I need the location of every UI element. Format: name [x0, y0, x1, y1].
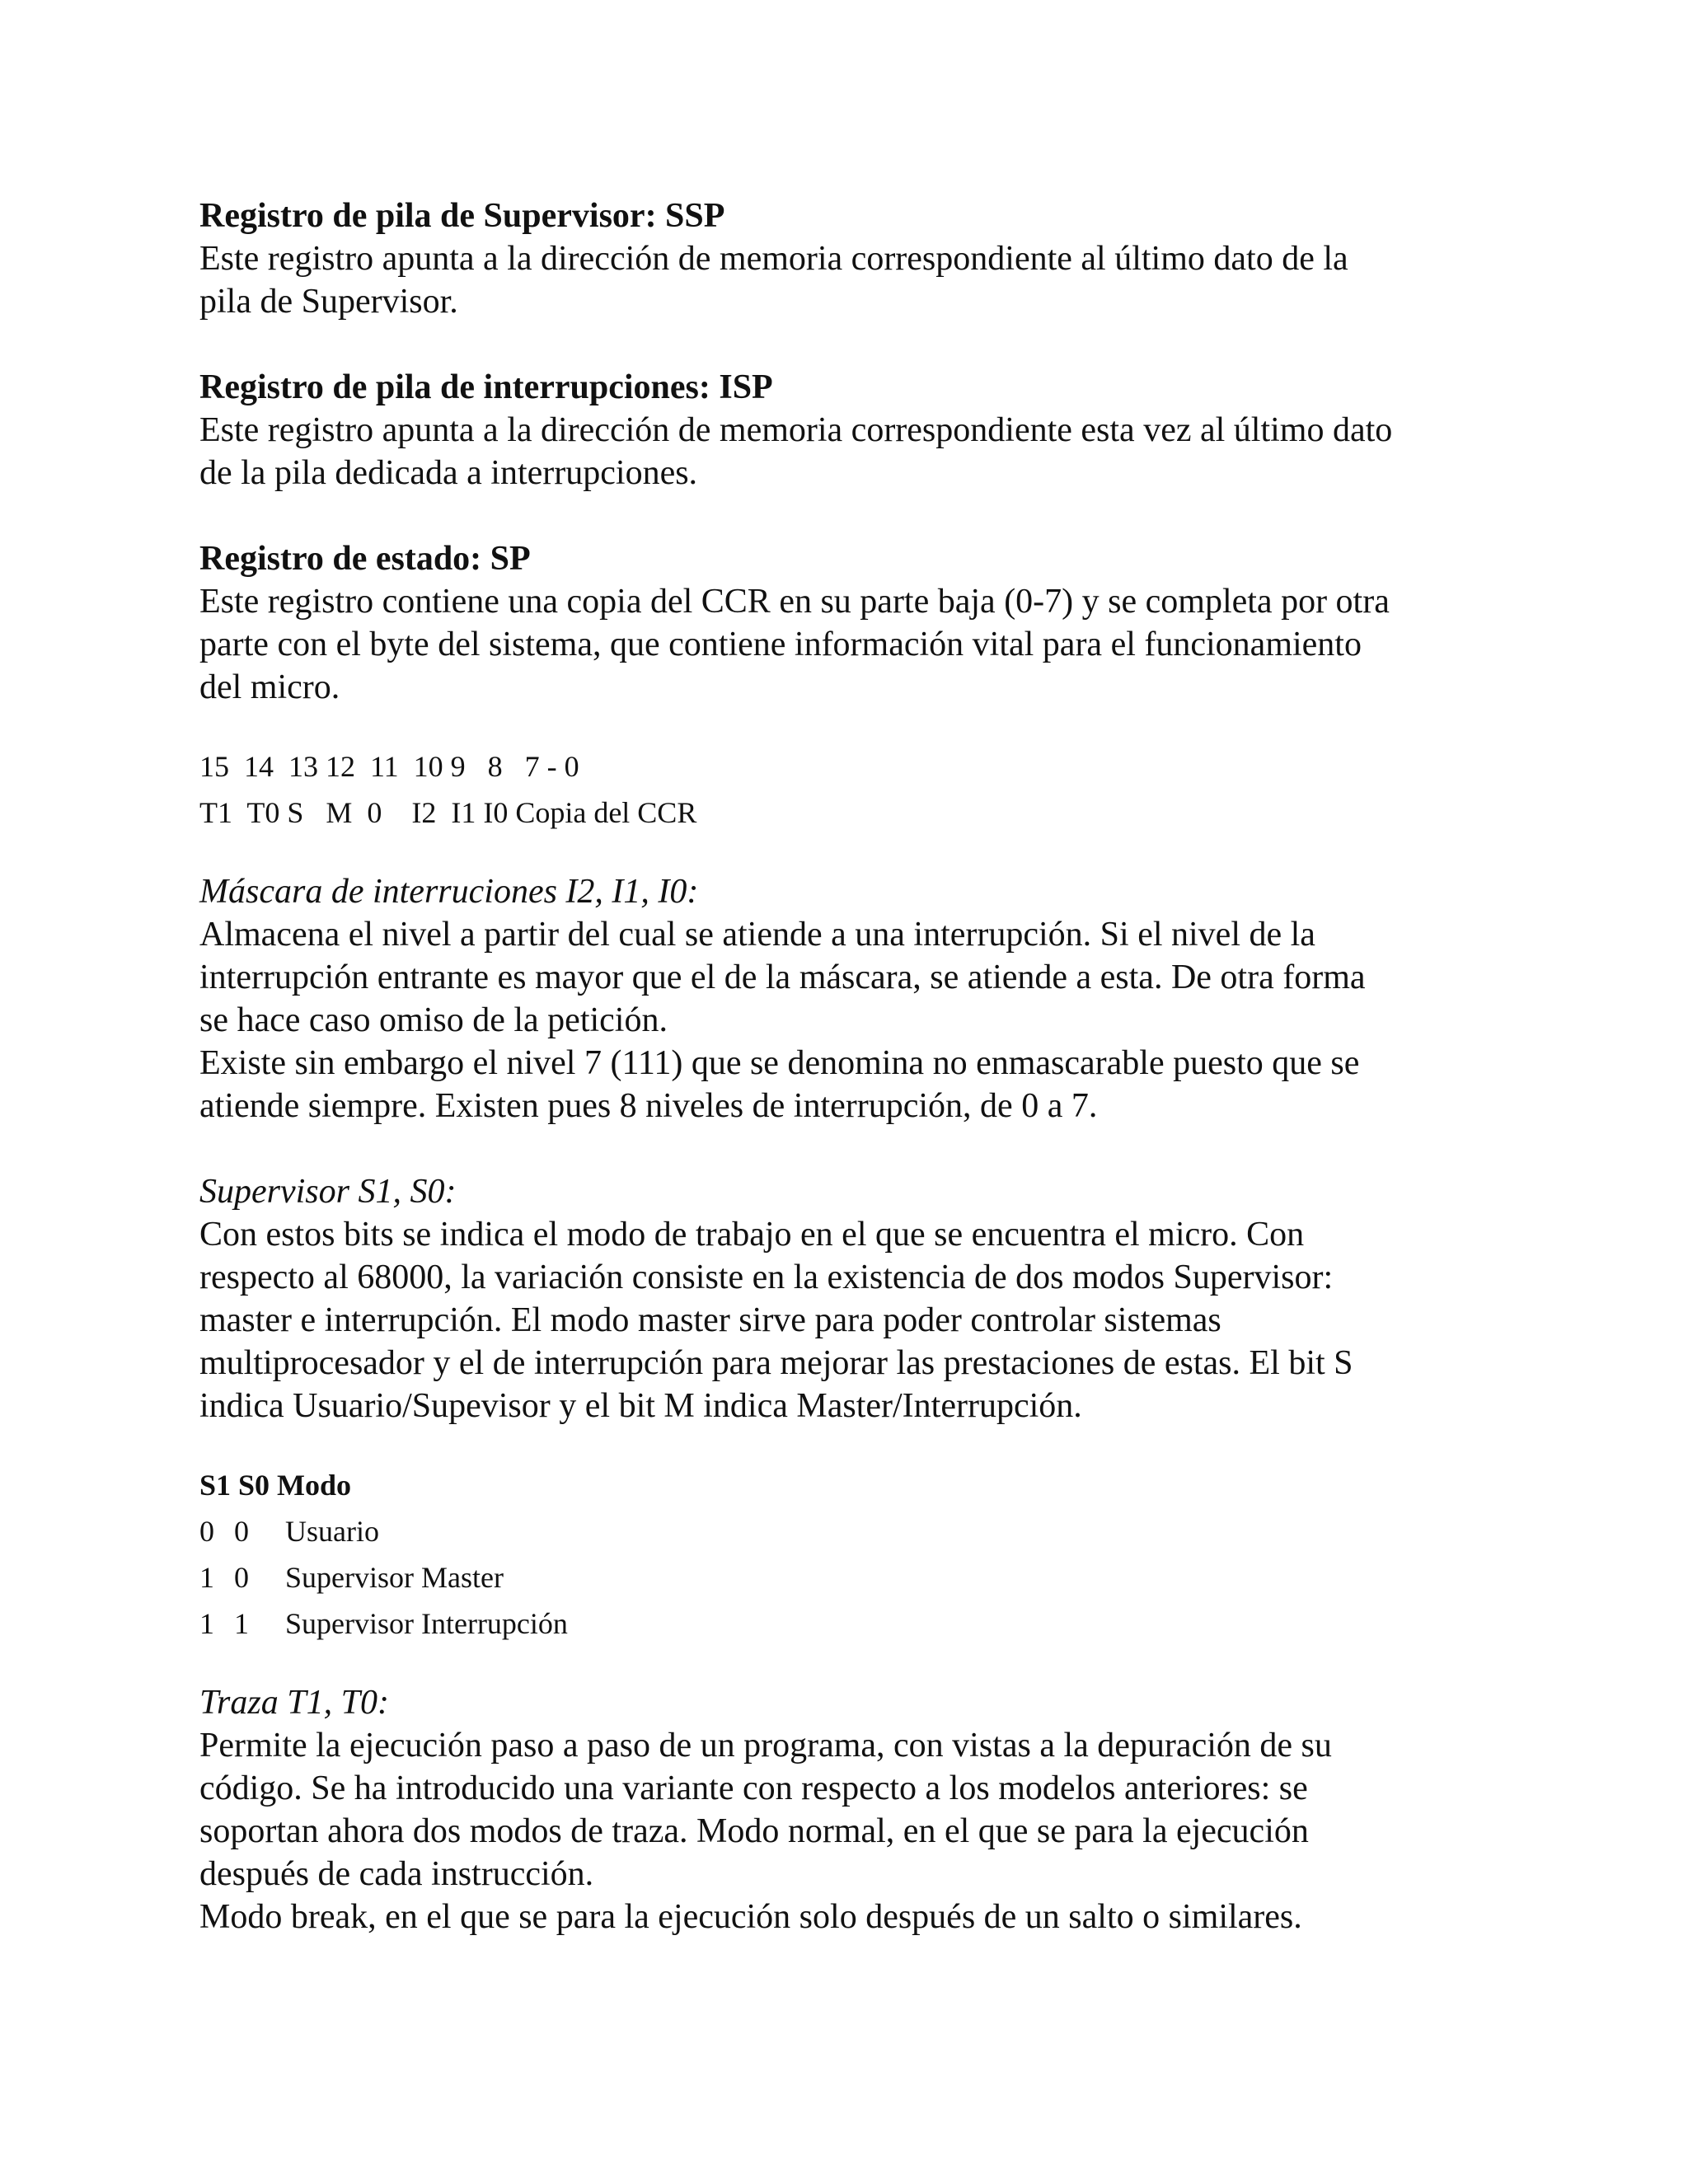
modo-cell: Supervisor Interrupción	[285, 1607, 568, 1640]
bit-numbers: 15 14 13 12 11 10 9 8 7 - 0	[199, 750, 579, 783]
isp-heading: Registro de pila de interrupciones: ISP	[199, 368, 773, 406]
mascara-line: Existe sin embargo el nivel 7 (111) que se denomina no enmascarable puesto que se	[199, 1044, 1360, 1082]
ssp-line: Este registro apunta a la dirección de memoria correspondiente al último dato de la	[199, 240, 1348, 278]
bit-names: T1 T0 S M 0 I2 I1 I0 Copia del CCR	[199, 796, 697, 829]
table-row	[199, 1508, 1518, 1554]
traza-line: después de cada instrucción.	[199, 1855, 594, 1893]
mascara-line: interrupción entrante es mayor que el de la máscara, se atiende a esta. De otra forma	[199, 958, 1366, 996]
modo-cell: Supervisor Master	[285, 1561, 504, 1594]
modo-cell: Usuario	[285, 1515, 379, 1548]
isp-line: de la pila dedicada a interrupciones.	[199, 454, 698, 492]
sp-line: parte con el byte del sistema, que contiene información vital para el funcionamiento	[199, 626, 1362, 663]
spacer	[199, 1647, 1518, 1681]
ssp-line: pila de Supervisor.	[199, 283, 458, 321]
spacer	[199, 323, 1518, 366]
spacer	[199, 1427, 1518, 1462]
supervisor-line: master e interrupción. El modo master sirve para poder controlar sistemas	[199, 1301, 1221, 1339]
mascara-line: Almacena el nivel a partir del cual se atiende a una interrupción. Si el nivel de la	[199, 916, 1315, 954]
s1-cell: 1	[199, 1561, 214, 1594]
traza-heading: Traza T1, T0:	[199, 1684, 389, 1722]
supervisor-line: respecto al 68000, la variación consiste en la existencia de dos modos Supervisor:	[199, 1258, 1334, 1296]
traza-line: código. Se ha introducido una variante con respecto a los modelos anteriores: se	[199, 1769, 1308, 1807]
sp-heading: Registro de estado: SP	[199, 540, 531, 578]
supervisor-line: Con estos bits se indica el modo de trabajo en el que se encuentra el micro. Con	[199, 1216, 1305, 1254]
traza-line: soportan ahora dos modos de traza. Modo normal, en el que se para la ejecución	[199, 1812, 1309, 1850]
supervisor-line: indica Usuario/Supevisor y el bit M indica Master/Interrupción.	[199, 1387, 1082, 1425]
table-row	[199, 1601, 1518, 1647]
spacer	[199, 836, 1518, 870]
s1-cell: 0	[199, 1515, 214, 1548]
ssp-heading: Registro de pila de Supervisor: SSP	[199, 197, 725, 235]
modes-table-header: S1 S0 Modo	[199, 1469, 352, 1502]
sp-line: del micro.	[199, 668, 340, 706]
mascara-line: atiende siempre. Existen pues 8 niveles de interrupción, de 0 a 7.	[199, 1087, 1098, 1125]
s0-cell: 0	[234, 1515, 249, 1548]
isp-line: Este registro apunta a la dirección de memoria correspondiente esta vez al último dato	[199, 411, 1393, 449]
supervisor-line: multiprocesador y el de interrupción para mejorar las prestaciones de estas. El bit S	[199, 1344, 1353, 1382]
mascara-line: se hace caso omiso de la petición.	[199, 1001, 668, 1039]
document-page	[199, 194, 1518, 1938]
mascara-heading: Máscara de interruciones I2, I1, I0:	[199, 873, 699, 911]
s0-cell: 1	[234, 1607, 249, 1640]
s0-cell: 0	[234, 1561, 249, 1594]
spacer	[199, 494, 1518, 537]
s1-cell: 1	[199, 1607, 214, 1640]
traza-line: Permite la ejecución paso a paso de un programa, con vistas a la depuración de su	[199, 1727, 1332, 1765]
supervisor-heading: Supervisor S1, S0:	[199, 1173, 457, 1211]
spacer	[199, 709, 1518, 743]
spacer	[199, 1127, 1518, 1170]
sp-line: Este registro contiene una copia del CCR en su parte baja (0-7) y se completa por otra	[199, 583, 1390, 621]
traza-line: Modo break, en el que se para la ejecución solo después de un salto o similares.	[199, 1898, 1302, 1936]
table-row	[199, 1554, 1518, 1601]
